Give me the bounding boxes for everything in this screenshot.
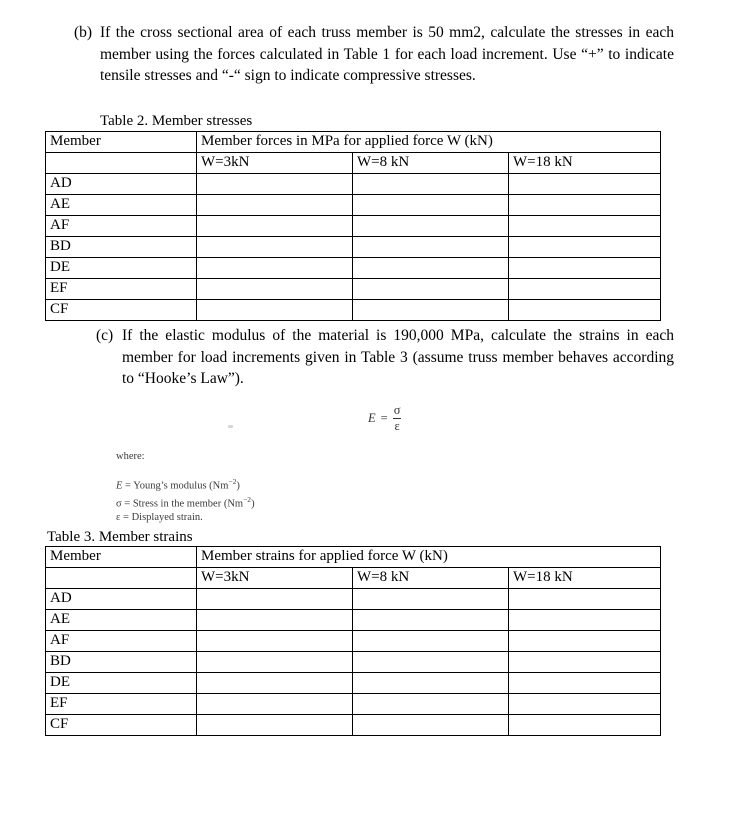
table-3-subheader-w2: W=8 kN [353,568,509,589]
table-row [46,300,661,321]
table-3-cell-w2[interactable] [353,631,509,652]
table-3-cell-w2[interactable] [353,673,509,694]
formula-denominator: ε [394,419,400,434]
table-3-cell-w3[interactable] [509,673,661,694]
table-3-cell-w1[interactable] [197,589,353,610]
table-3-row-label: CF [46,715,197,736]
table-2-row-label: EF [46,279,197,300]
table-row [46,589,661,610]
table-row [46,216,661,237]
table-3-cell-w3[interactable] [509,589,661,610]
table-2-cell-w1[interactable] [197,174,353,195]
where-definitions [116,450,255,524]
formula-equals: = [380,411,388,426]
table-2-cell-w3[interactable] [509,300,661,321]
table-2-cell-w1[interactable] [197,195,353,216]
table-2-subheader-w3: W=18 kN [509,153,661,174]
table-2-row-label: AE [46,195,197,216]
table-3-cell-w1[interactable] [197,694,353,715]
table-3-cell-w1[interactable] [197,673,353,694]
table-2-body [46,132,661,321]
table-3-cell-w2[interactable] [353,610,509,631]
table-3-cell-w3[interactable] [509,631,661,652]
table-2-cell-w3[interactable] [509,279,661,300]
table-3-body [46,547,661,736]
table-2-cell-w3[interactable] [509,174,661,195]
table-2-cell-w1[interactable] [197,279,353,300]
table-2-subheader-w2: W=8 kN [353,153,509,174]
where-symbol-E: E [116,480,123,491]
where-exponent-sigma: −2 [243,494,252,504]
table-2-cell-w1[interactable] [197,237,353,258]
table-2-cell-w3[interactable] [509,195,661,216]
table-3-cell-w1[interactable] [197,652,353,673]
table-2-header-member: Member [46,132,197,153]
table-row [46,610,661,631]
table-3-header-span: Member strains for applied force W (kN) [197,547,661,568]
table-2-cell-w1[interactable] [197,258,353,279]
table-3-cell-w2[interactable] [353,715,509,736]
formula-numerator: σ [393,404,402,419]
table-3-row-label: AD [46,589,197,610]
table-row [46,237,661,258]
where-definition-E: = Young’s modulus (Nm [125,480,229,491]
where-definition-epsilon: = Displayed strain. [123,511,203,523]
where-definition-sigma: = Stress in the member (Nm [124,498,244,509]
table-2-cell-w3[interactable] [509,216,661,237]
hookes-law-formula [368,404,401,433]
table-3-cell-w3[interactable] [509,715,661,736]
table-row [46,195,661,216]
table-3-row-label: AE [46,610,197,631]
formula-lhs: E [368,411,376,426]
table-2-caption: Table 2. Member stresses [100,113,253,129]
table-3-cell-w1[interactable] [197,715,353,736]
table-2-cell-w1[interactable] [197,216,353,237]
table-2-cell-w2[interactable] [353,216,509,237]
table-3-subheader-row [46,568,661,589]
table-row [46,673,661,694]
question-c-marker: (c) [96,327,114,344]
where-suffix-sigma: ) [251,498,255,509]
table-3-row-label: BD [46,652,197,673]
table-3-subheader-blank [46,568,197,589]
table-3-row-label: DE [46,673,197,694]
table-2-cell-w3[interactable] [509,237,661,258]
table-3-cell-w3[interactable] [509,694,661,715]
table-2-cell-w2[interactable] [353,279,509,300]
table-3-row-label: AF [46,631,197,652]
table-2-row-label: AD [46,174,197,195]
where-symbol-sigma: σ [116,498,122,509]
table-2-cell-w2[interactable] [353,258,509,279]
question-c-text: If the elastic modulus of the material is 190,000 MPa, calculate the strains in each member for load increments given in Table 3 (assume truss member behaves according to “Hooke’s Law”). [122,327,674,387]
table-2-member-stresses [45,131,661,321]
table-2-cell-w2[interactable] [353,195,509,216]
table-3-subheader-w1: W=3kN [197,568,353,589]
table-3-row-label: EF [46,694,197,715]
where-line-sigma [116,493,255,511]
table-3-cell-w1[interactable] [197,610,353,631]
table-2-row-label: AF [46,216,197,237]
table-3-subheader-w3: W=18 kN [509,568,661,589]
question-b-marker: (b) [74,24,93,41]
table-2-cell-w2[interactable] [353,237,509,258]
question-b [74,22,674,87]
where-line-E [116,475,255,493]
table-3-cell-w2[interactable] [353,589,509,610]
question-c [96,325,674,390]
table-3-caption: Table 3. Member strains [47,529,193,545]
question-b-text: If the cross sectional area of each truss member is 50 mm2, calculate the stresses in each member using the forces calculated in Table 1 for each load increment. Use “+” to indicate tensile stresses and “-“ sign to indicate compressive stresses. [100,24,674,84]
formula-fraction [393,404,402,433]
table-3-cell-w3[interactable] [509,652,661,673]
table-3-cell-w2[interactable] [353,694,509,715]
table-2-cell-w2[interactable] [353,300,509,321]
table-2-row-label: DE [46,258,197,279]
table-3-member-strains [45,546,661,736]
table-2-header-row [46,132,661,153]
table-row [46,652,661,673]
table-2-subheader-w1: W=3kN [197,153,353,174]
table-3-cell-w1[interactable] [197,631,353,652]
table-2-subheader-row [46,153,661,174]
table-2-cell-w1[interactable] [197,300,353,321]
table-row [46,694,661,715]
table-2-row-label: CF [46,300,197,321]
table-row [46,715,661,736]
table-2-row-label: BD [46,237,197,258]
table-2-cell-w3[interactable] [509,258,661,279]
table-3-header-member: Member [46,547,197,568]
table-2-header-span: Member forces in MPa for applied force W (kN) [197,132,661,153]
where-suffix-E: ) [236,480,240,491]
table-3-cell-w3[interactable] [509,610,661,631]
where-exponent-E: −2 [228,476,237,486]
where-label: where: [116,451,145,462]
table-row [46,258,661,279]
table-3-cell-w2[interactable] [353,652,509,673]
where-symbol-epsilon: ε [116,511,121,523]
table-3-header-row [46,547,661,568]
where-line-epsilon [116,511,255,525]
table-row [46,279,661,300]
table-row [46,631,661,652]
table-2-subheader-blank [46,153,197,174]
table-row [46,174,661,195]
table-2-cell-w2[interactable] [353,174,509,195]
scan-artifact [228,425,233,428]
